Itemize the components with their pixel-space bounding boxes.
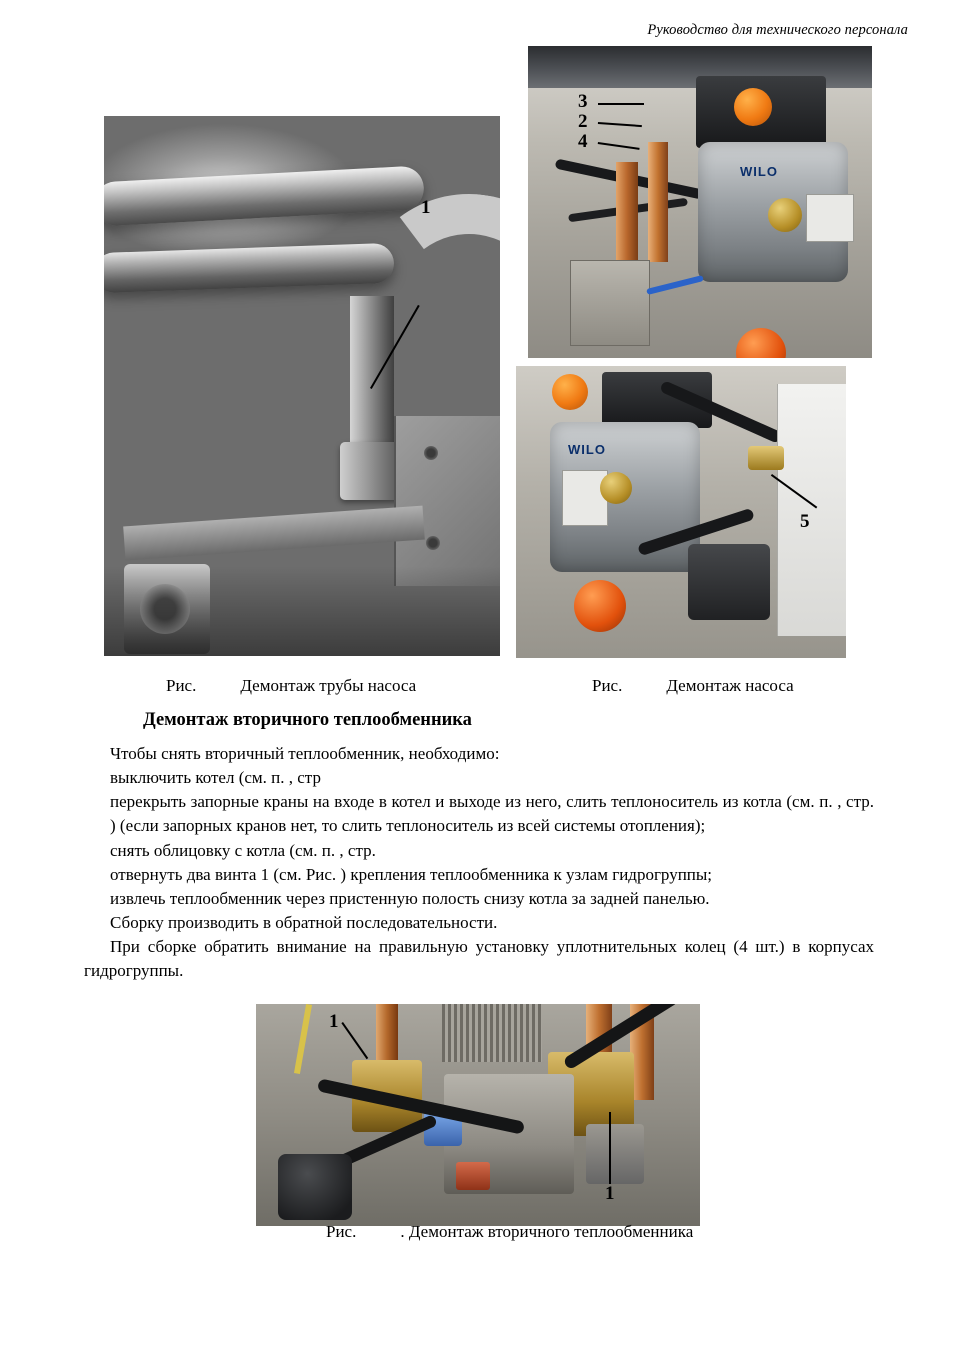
photo-detail-downpipe xyxy=(350,296,394,446)
photo-detail-motor xyxy=(278,1154,352,1220)
leader-line-hx-bottom xyxy=(609,1112,611,1184)
caption-figure-pump xyxy=(592,676,794,696)
callout-2: 2 xyxy=(578,111,588,132)
caption-label: Рис. xyxy=(166,676,197,695)
caption-figure-pump-pipe xyxy=(166,676,416,696)
photo-detail-connector xyxy=(586,1124,644,1184)
photo-detail-grey-block xyxy=(570,260,650,346)
photo-detail-brass-plug xyxy=(600,472,632,504)
photo-detail-bracket xyxy=(123,506,425,561)
photo-detail-screwhole xyxy=(426,536,440,550)
step-item: выключить котел (см. п. , стр xyxy=(110,768,321,788)
step-item: отвернуть два винта 1 (см. Рис. ) крепления теплообменника к узлам гидрогруппы; xyxy=(110,864,713,884)
photo-detail-orange-valve xyxy=(736,328,786,358)
figure-secondary-hx-photo xyxy=(256,1004,700,1226)
photo-detail-red-component xyxy=(456,1162,490,1190)
intro-paragraph: Чтобы снять вторичный теплообменник, необходимо: xyxy=(110,744,500,763)
photo-detail-rating-plate xyxy=(562,470,608,526)
photo-detail-white-panel xyxy=(777,384,846,636)
photo-detail-rating-plate xyxy=(806,194,854,242)
step-item: перекрыть запорные краны на входе в котел и выходе из него, слить теплоноситель из котла (см. п. , стр. ) (если запорных кранов нет, то слить теплоноситель из всей системы отопления); xyxy=(110,792,874,836)
photo-detail-orange-valve xyxy=(574,580,626,632)
photo-detail-orange-cap xyxy=(552,374,588,410)
callout-3: 3 xyxy=(578,91,588,112)
photo-detail-manifold xyxy=(688,544,770,620)
photo-detail-copper-pipe xyxy=(648,142,668,262)
step-item: снять облицовку с котла (см. п. , стр. xyxy=(110,840,376,860)
callout-1: 1 xyxy=(421,197,431,218)
caption-text: Демонтаж насоса xyxy=(666,676,794,695)
photo-detail-copper-pipe xyxy=(376,1004,398,1064)
photo-detail-orange-cap xyxy=(734,88,772,126)
photo-detail-heat-exchanger xyxy=(442,1004,542,1062)
callout-4: 4 xyxy=(578,131,588,152)
callout-hx-1-top: 1 xyxy=(329,1011,339,1032)
section-title: Демонтаж вторичного теплообменника xyxy=(143,710,472,730)
photo-detail-tube xyxy=(104,165,425,226)
caption-text: . Демонтаж вторичного теплообменника xyxy=(400,1222,694,1241)
photo-detail-plate xyxy=(394,416,500,586)
photo-detail-blue-wire xyxy=(646,275,704,295)
caption-text: Демонтаж трубы насоса xyxy=(240,676,417,695)
caption-figure-secondary-hx xyxy=(326,1222,693,1242)
callout-5: 5 xyxy=(800,511,810,532)
section-body xyxy=(84,742,874,983)
header-rule xyxy=(0,44,954,45)
photo-detail-shadow xyxy=(104,566,500,656)
photo-detail-brass-plug xyxy=(768,198,802,232)
photo-detail-brass-fitting xyxy=(748,446,784,470)
running-header: Руководство для технического персонала xyxy=(647,22,908,38)
leader-line-3 xyxy=(598,103,644,105)
note-paragraph: При сборке обратить внимание на правильную установку уплотнительных колец (4 шт.) в корпусах гидрогруппы. xyxy=(84,937,874,981)
photo-detail-screwhole xyxy=(424,446,438,460)
after-steps-paragraph: Сборку производить в обратной последовательности. xyxy=(110,912,498,932)
pump-brand-label-2: WILO xyxy=(568,442,606,457)
callout-hx-1-bottom: 1 xyxy=(605,1183,615,1204)
figure-pump-bottom-photo xyxy=(516,366,846,658)
photo-detail-yellow-wire xyxy=(294,1004,312,1074)
pump-brand-label: WILO xyxy=(740,164,778,179)
step-item: извлечь теплообменник через пристенную полость снизу котла за задней панелью. xyxy=(110,888,710,908)
photo-detail-tube xyxy=(104,243,395,293)
caption-label: Рис. xyxy=(592,676,623,695)
caption-label: Рис. xyxy=(326,1222,357,1241)
figure-pump-pipe-photo xyxy=(104,116,500,656)
